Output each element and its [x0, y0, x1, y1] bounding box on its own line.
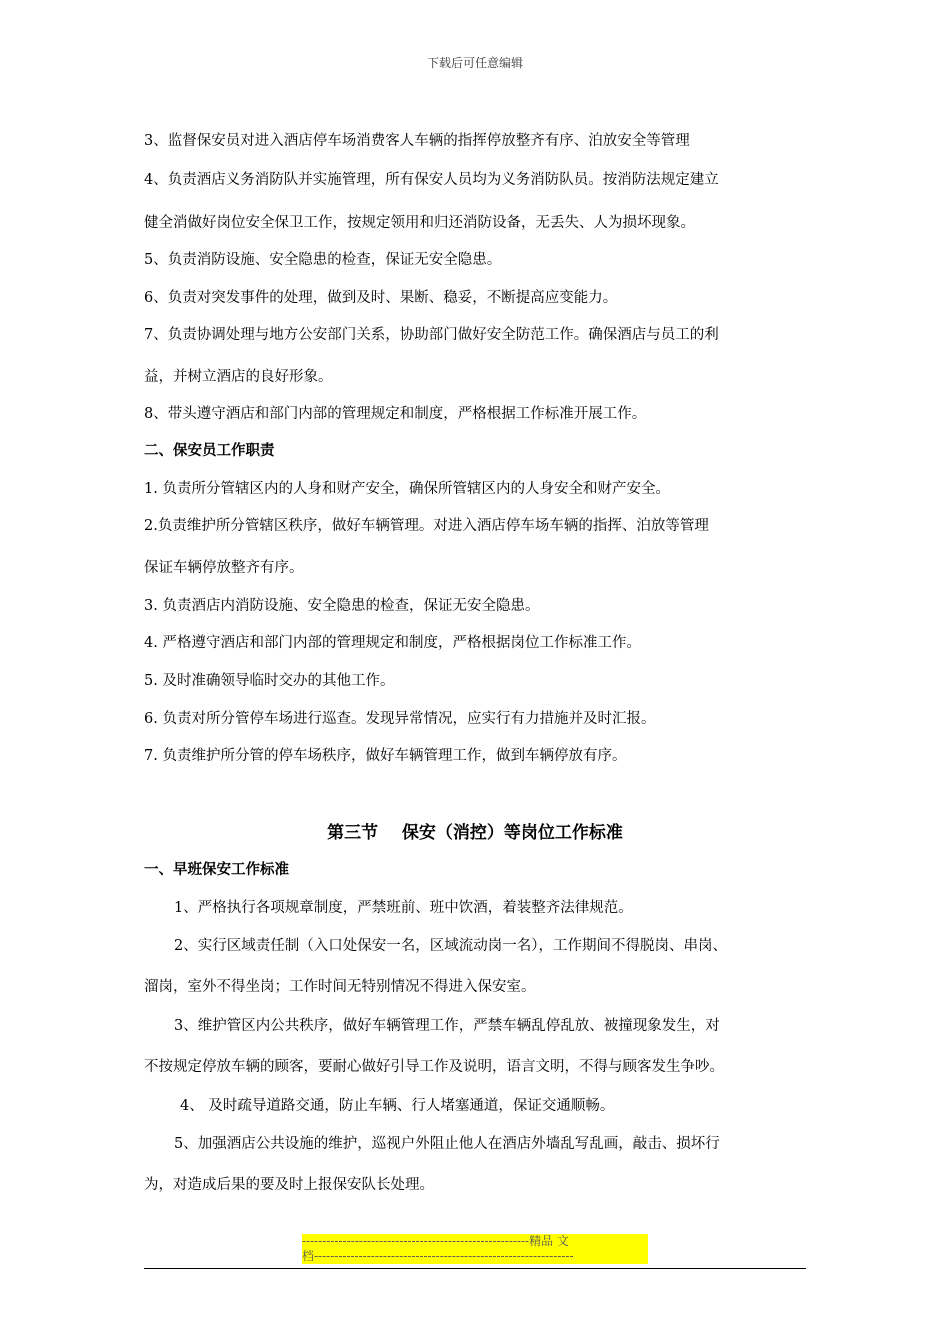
paragraph-line: 7、负责协调处理与地方公安部门关系，协助部门做好安全防范工作。确保酒店与员工的利: [144, 327, 719, 343]
paragraph-line: 6. 负责对所分管停车场进行巡查。发现异常情况，应实行有力措施并及时汇报。: [144, 711, 656, 727]
paragraph-line: 为，对造成后果的要及时上报保安队长处理。: [144, 1177, 434, 1193]
paragraph-line: 4、负责酒店义务消防队并实施管理，所有保安人员均为义务消防队员。按消防法规定建立: [144, 172, 719, 188]
paragraph-line: 3、维护管区内公共秩序，做好车辆管理工作，严禁车辆乱停乱放、被撞现象发生，对: [174, 1018, 720, 1034]
section-title: 第三节 保安（消控）等岗位工作标准: [327, 823, 623, 843]
paragraph-line: 8、带头遵守酒店和部门内部的管理规定和制度，严格根据工作标准开展工作。: [144, 406, 647, 422]
paragraph-line: 益，并树立酒店的良好形象。: [144, 369, 333, 385]
paragraph-line: 4. 严格遵守酒店和部门内部的管理规定和制度，严格根据岗位工作标准工作。: [144, 635, 641, 651]
paragraph-line: 不按规定停放车辆的顾客，要耐心做好引导工作及说明，语言文明，不得与顾客发生争吵。: [144, 1059, 724, 1075]
paragraph-line: 6、负责对突发事件的处理，做到及时、果断、稳妥，不断提高应变能力。: [144, 290, 618, 306]
paragraph-line: 5. 及时准确领导临时交办的其他工作。: [144, 673, 395, 689]
paragraph-line: 5、加强酒店公共设施的维护，巡视户外阻止他人在酒店外墙乱写乱画，敲击、损坏行: [174, 1136, 720, 1152]
paragraph-line: 3. 负责酒店内消防设施、安全隐患的检查，保证无安全隐患。: [144, 598, 540, 614]
footer-rule: [144, 1268, 806, 1269]
subsection-heading: 二、保安员工作职责: [144, 443, 275, 459]
paragraph-line: 3、监督保安员对进入酒店停车场消费客人车辆的指挥停放整齐有序、泊放安全等管理: [144, 133, 690, 149]
subsection-heading: 一、早班保安工作标准: [144, 862, 289, 878]
footer-mark-line2: 档----------------------------------------------------------------: [302, 1249, 648, 1264]
paragraph-line: 7. 负责维护所分管的停车场秩序，做好车辆管理工作，做到车辆停放有序。: [144, 748, 627, 764]
paragraph-line: 1. 负责所分管辖区内的人身和财产安全，确保所管辖区内的人身安全和财产安全。: [144, 481, 670, 497]
paragraph-line: 健全消做好岗位安全保卫工作，按规定领用和归还消防设备，无丢失、人为损坏现象。: [144, 215, 695, 231]
paragraph-line: 保证车辆停放整齐有序。: [144, 560, 304, 576]
paragraph-line: 1、严格执行各项规章制度，严禁班前、班中饮酒，着装整齐法律规范。: [174, 900, 633, 916]
footer-mark-line1: --------------------------------------------------------精品 文: [302, 1234, 648, 1249]
paragraph-line: 溜岗，室外不得坐岗；工作时间无特别情况不得进入保安室。: [144, 979, 536, 995]
paragraph-line: 5、负责消防设施、安全隐患的检查，保证无安全隐患。: [144, 252, 502, 268]
page-header: 下载后可任意编辑: [426, 56, 523, 70]
paragraph-line: 4、 及时疏导道路交通，防止车辆、行人堵塞通道，保证交通顺畅。: [180, 1098, 615, 1114]
paragraph-line: 2、实行区域责任制（入口处保安一名，区域流动岗一名），工作期间不得脱岗、串岗、: [174, 938, 727, 954]
paragraph-line: 2.负责维护所分管辖区秩序，做好车辆管理。对进入酒店停车场车辆的指挥、泊放等管理: [144, 518, 709, 534]
